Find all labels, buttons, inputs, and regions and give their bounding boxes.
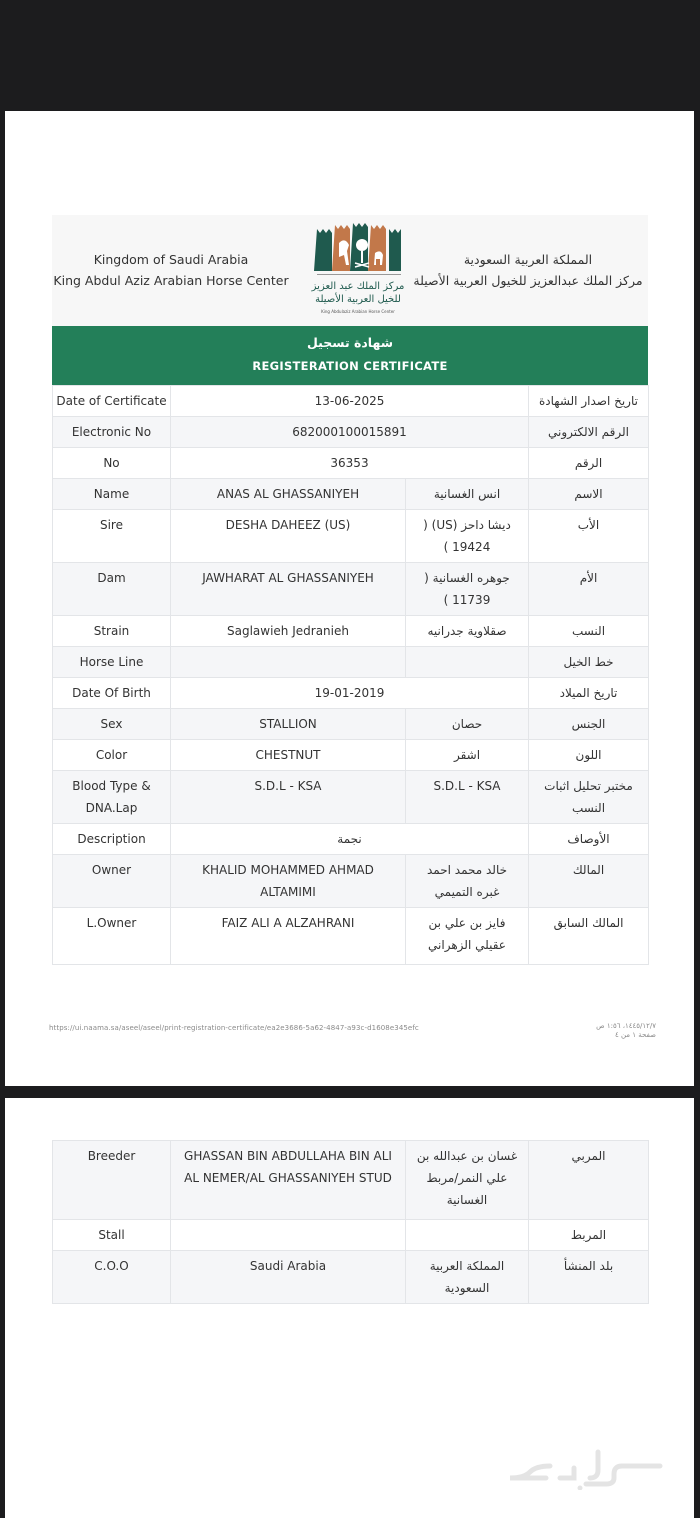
- value-ar: حصان: [406, 709, 529, 740]
- print-date-time: ١٤٤٥/١٢/٧، ١:٥٦ ص: [596, 1022, 656, 1030]
- value-ar: انس الغسانية: [406, 479, 529, 510]
- label-en: Breeder: [53, 1141, 171, 1220]
- label-en: Horse Line: [53, 647, 171, 678]
- label-ar: الأم: [529, 563, 649, 616]
- header-center-ar: مركز الملك عبدالعزيز للخيول العربية الأصيلة: [413, 273, 643, 288]
- value-en: S.D.L - KSA: [171, 771, 406, 824]
- print-footer-meta: [596, 1022, 656, 1040]
- label-ar: تاريخ اصدار الشهادة: [529, 386, 649, 417]
- label-en: Sex: [53, 709, 171, 740]
- label-ar: المربي: [529, 1141, 649, 1220]
- label-en: Electronic No: [53, 417, 171, 448]
- value-ar: خالد محمد احمد غبره التميمي: [406, 855, 529, 908]
- label-ar: المربط: [529, 1220, 649, 1251]
- value-en: JAWHARAT AL GHASSANIYEH: [171, 563, 406, 616]
- value-en: Saudi Arabia: [171, 1251, 406, 1304]
- value-en: GHASSAN BIN ABDULLAHA BIN ALI AL NEMER/AL GHASSANIYEH STUD: [171, 1141, 406, 1220]
- certificate-table-page-2: [52, 1140, 649, 1304]
- value-ar: S.D.L - KSA: [406, 771, 529, 824]
- value-ar: المملكة العربية السعودية: [406, 1251, 529, 1304]
- value: 13-06-2025: [171, 386, 529, 417]
- label-en: Color: [53, 740, 171, 771]
- table-row-stall: [53, 1220, 649, 1251]
- label-ar: الأب: [529, 510, 649, 563]
- value-ar: فايز بن علي بن عقيلي الزهراني: [406, 908, 529, 965]
- value-ar: [406, 647, 529, 678]
- value-en: ANAS AL GHASSANIYEH: [171, 479, 406, 510]
- print-url: https://ui.naama.sa/aseel/aseel/print-registration-certificate/ea2e3686-5a62-4847-a93c-d1608e345efc: [49, 1024, 419, 1032]
- table-row-date-of-certificate: [53, 386, 649, 417]
- table-row-electronic-no: [53, 417, 649, 448]
- table-row-dam: [53, 563, 649, 616]
- label-en: Date Of Birth: [53, 678, 171, 709]
- table-row-description: [53, 824, 649, 855]
- value-ar: غسان بن عبدالله بن علي النمر/مربط الغسانية: [406, 1141, 529, 1220]
- header-english: [52, 249, 290, 291]
- label-en: No: [53, 448, 171, 479]
- header-country-en: Kingdom of Saudi Arabia: [93, 252, 249, 267]
- table-row-color: [53, 740, 649, 771]
- title-english: REGISTERATION CERTIFICATE: [252, 359, 448, 373]
- label-ar: الرقم الالكتروني: [529, 417, 649, 448]
- value-en: [171, 1220, 406, 1251]
- value-en: CHESTNUT: [171, 740, 406, 771]
- label-ar: الجنس: [529, 709, 649, 740]
- table-row-l-owner: [53, 908, 649, 965]
- value-ar: اشقر: [406, 740, 529, 771]
- table-row-sex: [53, 709, 649, 740]
- table-row-horse-line: [53, 647, 649, 678]
- label-ar: اللون: [529, 740, 649, 771]
- label-ar: المالك السابق: [529, 908, 649, 965]
- certificate-page-1: [5, 111, 694, 1086]
- certificate-table-page-1: [52, 385, 649, 965]
- page-indicator: صفحة ١ من ٤: [614, 1031, 656, 1039]
- value: 19-01-2019: [171, 678, 529, 709]
- label-ar: تاريخ الميلاد: [529, 678, 649, 709]
- label-en: Sire: [53, 510, 171, 563]
- label-en: Dam: [53, 563, 171, 616]
- value: 36353: [171, 448, 529, 479]
- haraj-logo-icon: [500, 1446, 670, 1490]
- svg-text:King Abdulaziz Arabian Horse C: King Abdulaziz Arabian Horse Center: [321, 309, 395, 314]
- label-ar: الأوصاف: [529, 824, 649, 855]
- label-ar: النسب: [529, 616, 649, 647]
- label-ar: الرقم: [529, 448, 649, 479]
- table-row-owner: [53, 855, 649, 908]
- header-country-ar: المملكة العربية السعودية: [463, 252, 593, 267]
- value-ar: صقلاوية جدرانيه: [406, 616, 529, 647]
- kaahc-logo-icon: [309, 223, 407, 321]
- value-ar: جوهره الغسانية ( 11739 ): [406, 563, 529, 616]
- svg-text:للخيل العربية الأصيلة: للخيل العربية الأصيلة: [315, 294, 401, 305]
- value-en: Saglawieh Jedranieh: [171, 616, 406, 647]
- table-row-no: [53, 448, 649, 479]
- value-en: DESHA DAHEEZ (US): [171, 510, 406, 563]
- value-en: [171, 647, 406, 678]
- table-row-blood-type: [53, 771, 649, 824]
- value-ar: ديشا داحز (US) ( 19424 ): [406, 510, 529, 563]
- value-en: KHALID MOHAMMED AHMAD ALTAMIMI: [171, 855, 406, 908]
- label-ar: الاسم: [529, 479, 649, 510]
- table-row-date-of-birth: [53, 678, 649, 709]
- label-ar: بلد المنشأ: [529, 1251, 649, 1304]
- value-en: FAIZ ALI A ALZAHRANI: [171, 908, 406, 965]
- value: نجمة: [171, 824, 529, 855]
- label-ar: المالك: [529, 855, 649, 908]
- table-row-name: [53, 479, 649, 510]
- table-row-sire: [53, 510, 649, 563]
- certificate-page-2: [5, 1098, 694, 1518]
- header-center-en: King Abdul Aziz Arabian Horse Center: [53, 273, 289, 288]
- label-en: Strain: [53, 616, 171, 647]
- table-row-strain: [53, 616, 649, 647]
- value-ar: [406, 1220, 529, 1251]
- label-en: Date of Certificate: [53, 386, 171, 417]
- title-arabic: شهادة تسجيل: [306, 335, 394, 350]
- label-en: Owner: [53, 855, 171, 908]
- label-en: Blood Type & DNA.Lap: [53, 771, 171, 824]
- label-ar: مختبر تحليل اثبات النسب: [529, 771, 649, 824]
- label-en: Stall: [53, 1220, 171, 1251]
- label-en: L.Owner: [53, 908, 171, 965]
- header-arabic: [408, 249, 648, 291]
- certificate-title-bar: [52, 326, 648, 385]
- certificate-header: [52, 215, 648, 326]
- value-en: STALLION: [171, 709, 406, 740]
- value: 682000100015891: [171, 417, 529, 448]
- svg-text:مركز الملك عبد العزيز: مركز الملك عبد العزيز: [311, 281, 405, 292]
- label-en: Description: [53, 824, 171, 855]
- label-ar: خط الخيل: [529, 647, 649, 678]
- label-en: C.O.O: [53, 1251, 171, 1304]
- table-row-breeder: [53, 1141, 649, 1220]
- label-en: Name: [53, 479, 171, 510]
- table-row-coo: [53, 1251, 649, 1304]
